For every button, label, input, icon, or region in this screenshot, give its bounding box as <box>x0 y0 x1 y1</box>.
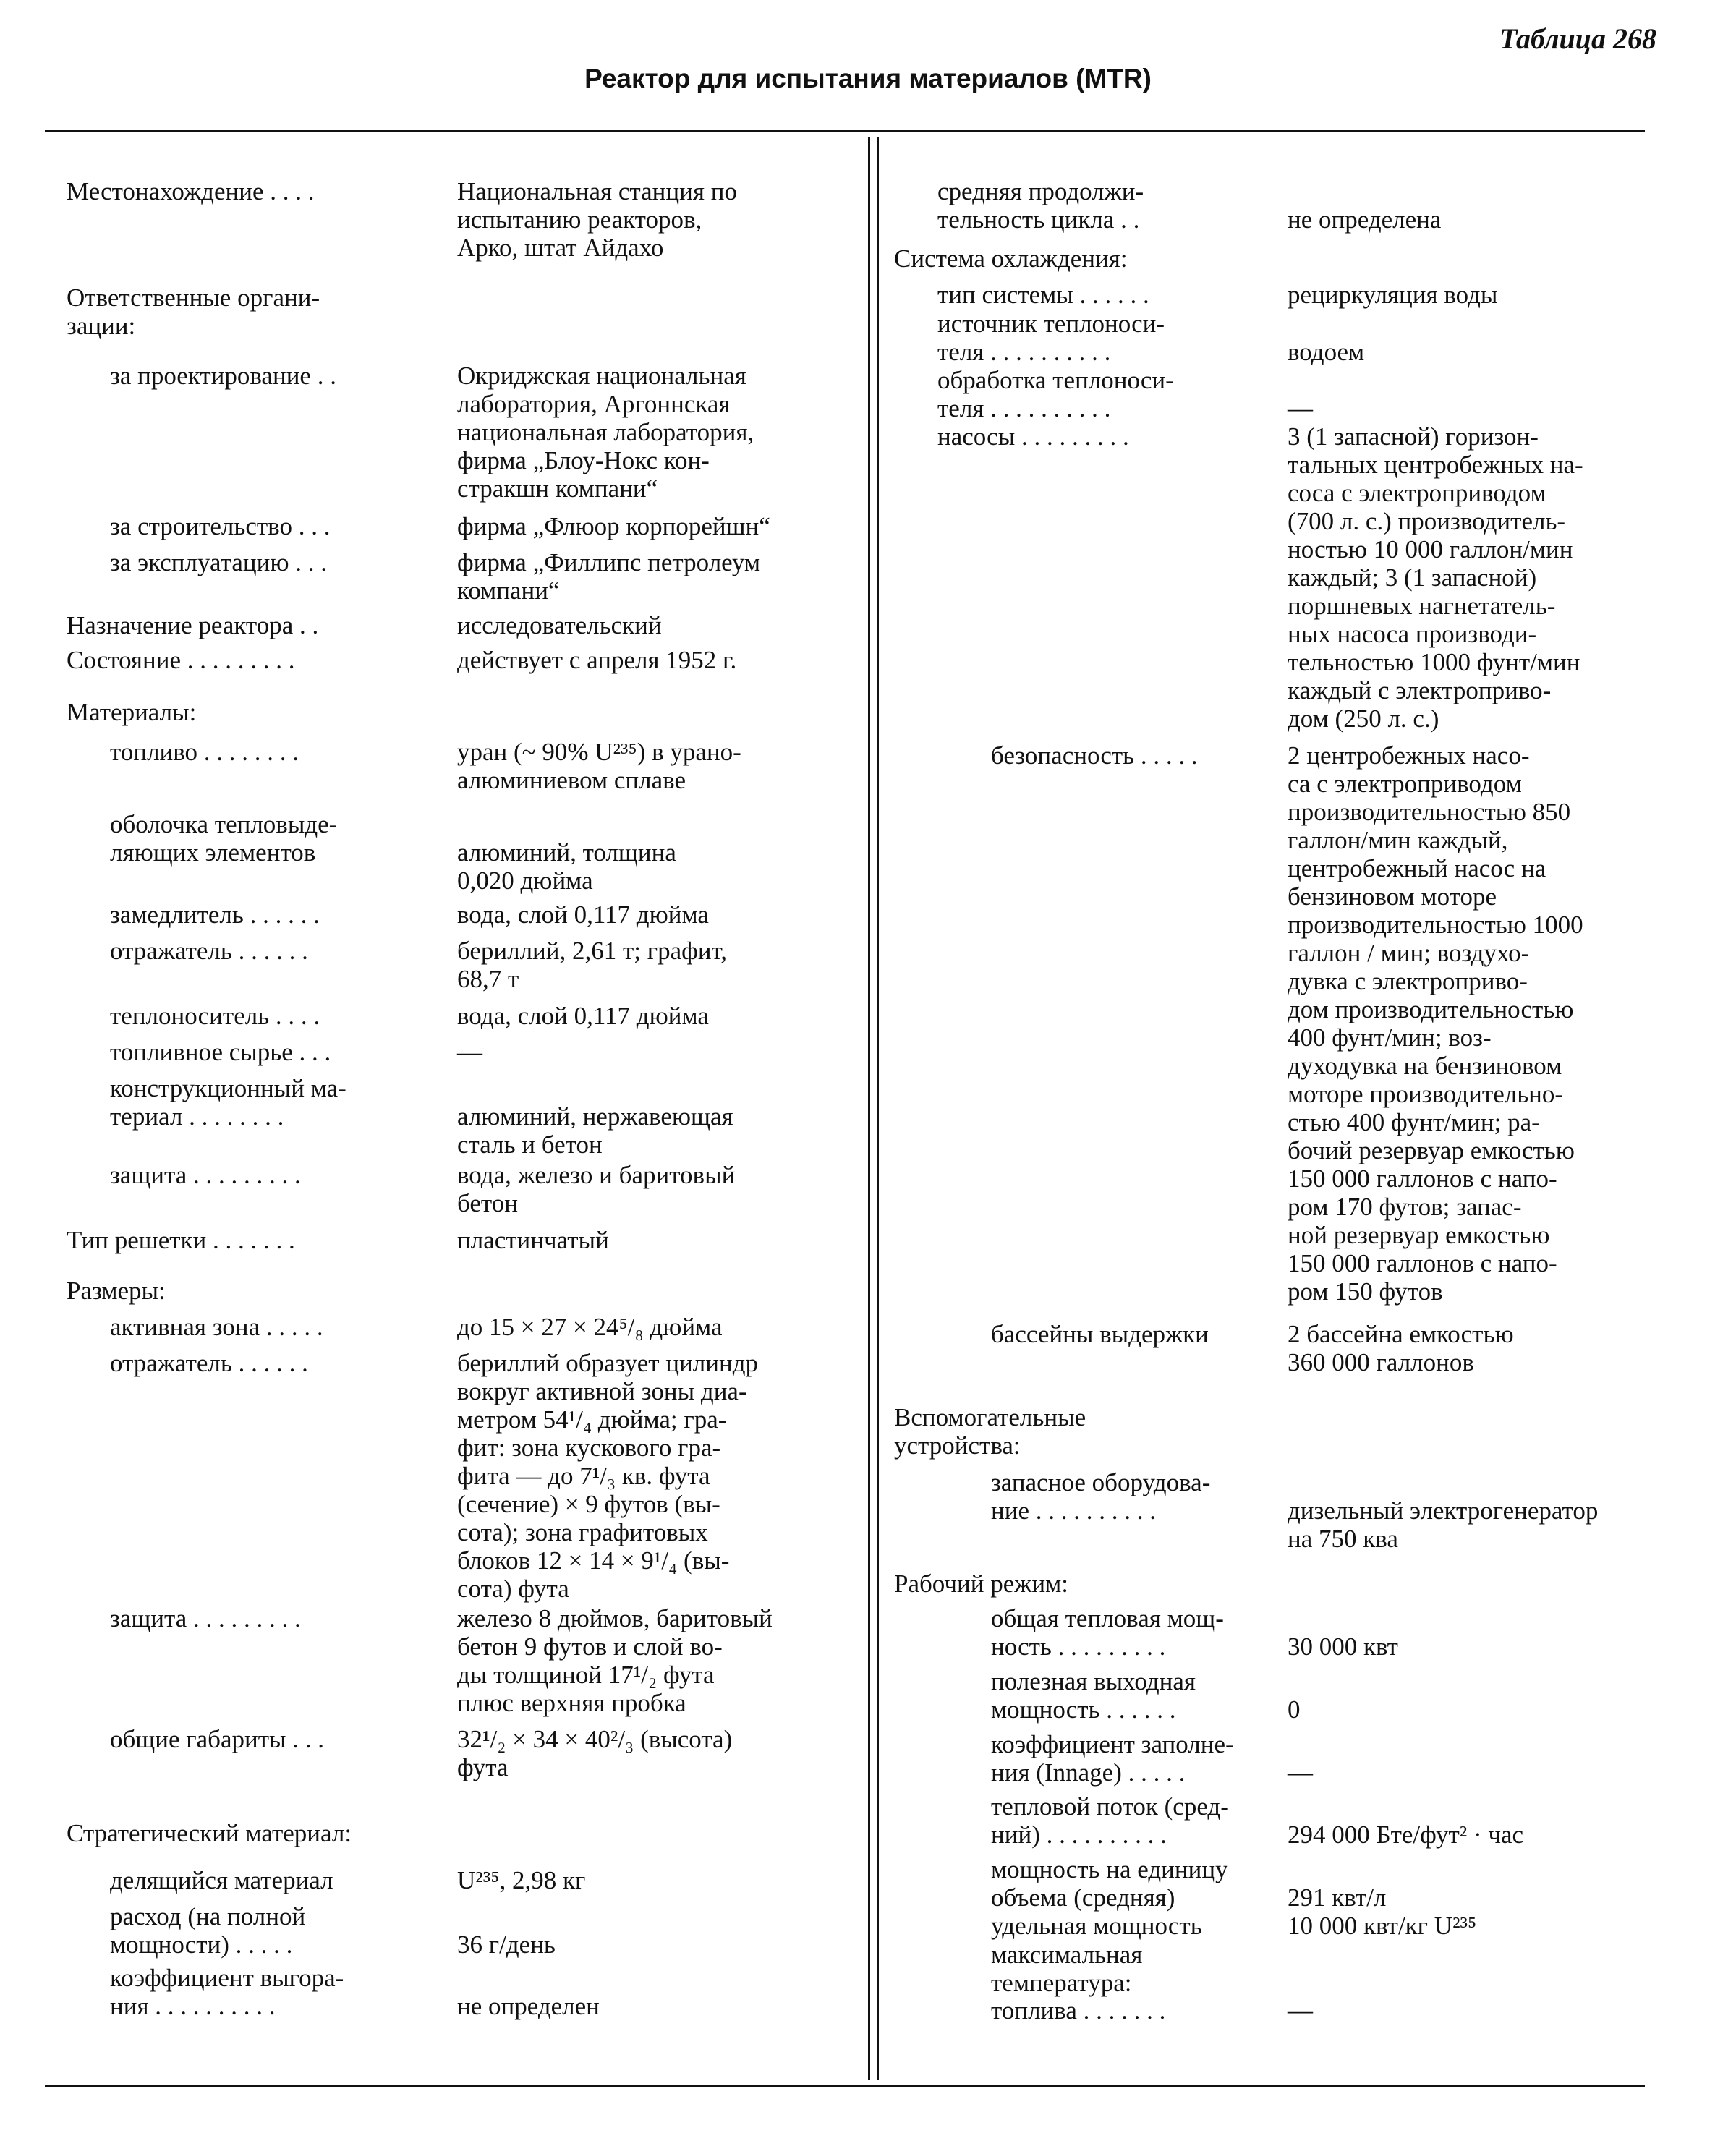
value-reflector-dim: бериллий образует цилиндр вокруг активной зоны диа- метром 54¹/₄ дюйма; гра- фит: зона кускового гра- фита — до 7¹/₃ кв. фута (сечение) × 9 футов (вы- сота); зона графитовых блоков 12 × 14 × 9¹/₄ (вы- сота) фута <box>457 1349 759 1603</box>
label-core: активная зона . . . . . <box>110 1313 323 1341</box>
value-operation: фирма „Филлипс петролеум компани“ <box>457 548 761 605</box>
label-coolant-source: источник теплоноси- теля . . . . . . . . . . <box>937 310 1165 366</box>
value-moderator: вода, слой 0,117 дюйма <box>457 900 709 929</box>
label-operation: за эксплуатацию . . . <box>110 548 328 576</box>
label-moderator: замедлитель . . . . . . <box>110 900 320 929</box>
value-design: Окриджская национальная лаборатория, Аргоннская национальная лаборатория, фирма „Блоу-Нокс кон- стракшн компани“ <box>457 362 754 503</box>
label-purpose: Назначение реактора . . <box>67 611 319 639</box>
label-burnup: коэффициент выгора- ния . . . . . . . . . . <box>110 1964 344 2020</box>
label-cooling: Система охлаждения: <box>894 244 1128 273</box>
value-power-density: 291 квт/л <box>1288 1883 1387 1912</box>
table-title: Реактор для испытания материалов (MTR) <box>584 64 1152 93</box>
label-fissile: делящийся материал <box>110 1866 333 1894</box>
label-materials: Материалы: <box>67 698 197 726</box>
label-specific-power: удельная мощность <box>991 1912 1202 1940</box>
label-max-temp: максимальная температура: <box>991 1941 1143 1997</box>
label-construction: за строительство . . . <box>110 512 331 540</box>
label-storage-pools: бассейны выдержки <box>991 1320 1209 1348</box>
top-rule <box>45 130 1645 132</box>
label-power-density: мощность на единицу объема (средняя) <box>991 1855 1228 1912</box>
label-cycle: средняя продолжи- тельность цикла . . <box>937 177 1144 234</box>
value-burnup: не определен <box>457 1992 600 2020</box>
label-shield: защита . . . . . . . . . <box>110 1161 301 1189</box>
value-purpose: исследовательский <box>457 611 662 639</box>
value-standby: дизельный электрогенератор на 750 ква <box>1288 1496 1599 1553</box>
value-net-output: 0 <box>1288 1695 1301 1724</box>
value-safety: 2 центробежных насо- са с электроприводом производительностью 850 галлон/мин каждый, центробежный насос на бензиновом моторе производительностью 1000 галлон / мин; воздухо- дувка с электроприво- дом производительностью 400 фунт/мин; воз- духодувка на бензиновом моторе производительно- стью 400 фунт/мин; ра- бочий резервуар емкостью 150 000 галлонов с напо- ром 170 футов; запас- ной резервуар емкостью 150 000 галлонов с напо- ром 150 футов <box>1288 741 1583 1306</box>
label-dimensions: Размеры: <box>67 1277 166 1305</box>
value-cladding: алюминий, толщина 0,020 дюйма <box>457 838 676 895</box>
value-shield: вода, железо и баритовый бетон <box>457 1161 736 1217</box>
value-innage: — <box>1288 1758 1313 1787</box>
value-heat-flux: 294 000 Бте/фут² · час <box>1288 1821 1524 1849</box>
label-structural: конструкционный ма- териал . . . . . . . . <box>110 1074 346 1131</box>
label-fuel: топливо . . . . . . . . <box>110 738 299 766</box>
label-consumption: расход (на полной мощности) . . . . . <box>110 1902 306 1959</box>
value-pumps: 3 (1 запасной) горизон- тальных центробежных на- соса с электроприводом (700 л. с.) производитель- ностью 10 000 галлон/мин каждый; 3 (1 запасной) поршневых нагнетатель- ных насоса производи- тельностью 1000 фунт/мин каждый с электроприво- дом (250 л. с.) <box>1288 422 1583 733</box>
value-thermal-power: 30 000 квт <box>1288 1632 1398 1661</box>
label-shield-dim: защита . . . . . . . . . <box>110 1604 301 1632</box>
value-status: действует с апреля 1952 г. <box>457 646 737 674</box>
value-construction: фирма „Флюор корпорейшн“ <box>457 512 770 540</box>
label-coolant: теплоноситель . . . . <box>110 1002 320 1030</box>
label-fuel-temp: топлива . . . . . . . <box>991 1996 1166 2024</box>
label-fertile: топливное сырье . . . <box>110 1038 331 1066</box>
label-reflector-dim: отражатель . . . . . . <box>110 1349 308 1377</box>
label-coolant-treatment: обработка теплоноси- теля . . . . . . . . . . <box>937 366 1174 422</box>
value-coolant: вода, слой 0,117 дюйма <box>457 1002 709 1030</box>
label-strategic: Стратегический материал: <box>67 1819 352 1847</box>
value-specific-power: 10 000 квт/кг U²³⁵ <box>1288 1912 1477 1940</box>
label-pumps: насосы . . . . . . . . . <box>937 422 1129 451</box>
value-core: до 15 × 27 × 24⁵/₈ дюйма <box>457 1313 723 1341</box>
value-coolant-source: водоем <box>1288 338 1365 366</box>
label-reflector: отражатель . . . . . . <box>110 937 308 965</box>
table-number: Таблица 268 <box>1499 22 1656 55</box>
value-overall: 32¹/₂ × 34 × 40²/₃ (высота) фута <box>457 1725 733 1781</box>
value-location: Национальная станция по испытанию реакторов, Арко, штат Айдахо <box>457 177 737 262</box>
value-cycle: не определена <box>1288 205 1442 234</box>
label-location: Местонахождение . . . . <box>67 177 315 205</box>
column-divider-right <box>877 137 879 2080</box>
label-responsible-orgs: Ответственные органи- зации: <box>67 284 320 340</box>
label-safety: безопасность . . . . . <box>991 741 1198 770</box>
label-innage: коэффициент заполне- ния (Innage) . . . . . <box>991 1730 1234 1787</box>
value-cooling-type: рециркуляция воды <box>1288 281 1498 309</box>
label-status: Состояние . . . . . . . . . <box>67 646 295 674</box>
value-fertile: — <box>457 1038 482 1066</box>
label-cladding: оболочка тепловыде- ляющих элементов <box>110 810 338 867</box>
label-thermal-power: общая тепловая мощ- ность . . . . . . . . . <box>991 1604 1224 1661</box>
value-reflector: бериллий, 2,61 т; графит, 68,7 т <box>457 937 727 993</box>
label-cooling-type: тип системы . . . . . . <box>937 281 1149 309</box>
value-consumption: 36 г/день <box>457 1930 556 1959</box>
label-heat-flux: тепловой поток (сред- ний) . . . . . . . . . . <box>991 1792 1229 1849</box>
label-design: за проектирование . . <box>110 362 336 390</box>
label-net-output: полезная выходная мощность . . . . . . <box>991 1667 1196 1724</box>
column-divider-left <box>868 137 870 2080</box>
label-operating: Рабочий режим: <box>894 1570 1069 1598</box>
value-lattice: пластинчатый <box>457 1226 609 1254</box>
value-shield-dim: железо 8 дюймов, баритовый бетон 9 футов и слой во- ды толщиной 17¹/₂ фута плюс верхняя пробка <box>457 1604 773 1717</box>
value-coolant-treatment: — <box>1288 394 1313 422</box>
value-storage-pools: 2 бассейна емкостью 360 000 галлонов <box>1288 1320 1514 1376</box>
bottom-rule <box>45 2085 1645 2087</box>
value-fuel: уран (~ 90% U²³⁵) в урано- алюминиевом сплаве <box>457 738 741 794</box>
label-lattice: Тип решетки . . . . . . . <box>67 1226 295 1254</box>
label-standby: запасное оборудова- ние . . . . . . . . . . <box>991 1468 1211 1525</box>
label-overall: общие габариты . . . <box>110 1725 325 1753</box>
value-structural: алюминий, нержавеющая сталь и бетон <box>457 1102 733 1159</box>
value-fissile: U²³⁵, 2,98 кг <box>457 1866 586 1894</box>
label-auxiliary: Вспомогательные устройства: <box>894 1403 1086 1460</box>
value-fuel-temp: — <box>1288 1996 1313 2024</box>
